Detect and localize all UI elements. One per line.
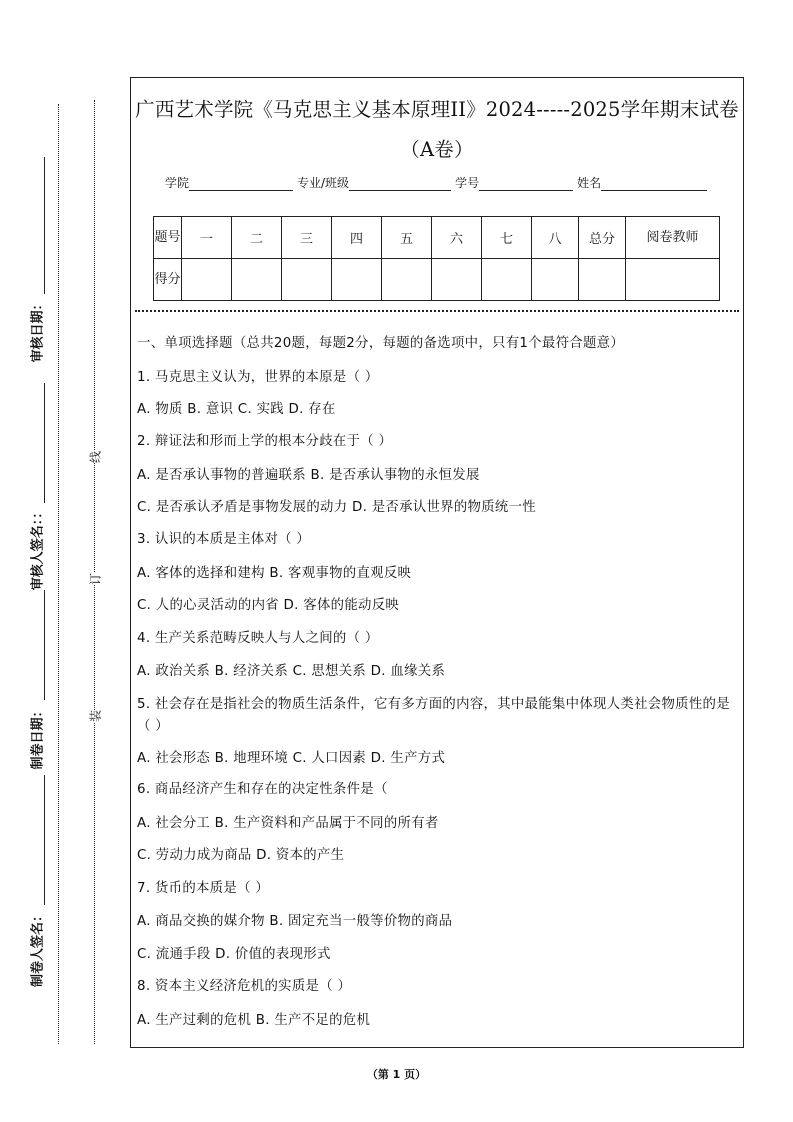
question-2-options-cd: C. 是否承认矛盾是事物发展的动力 D. 是否承认世界的物质统一性	[137, 500, 536, 515]
major-field[interactable]	[349, 176, 451, 191]
college-label: 学院	[165, 176, 190, 190]
question-7-options-cd: C. 流通手段 D. 价值的表现形式	[137, 947, 331, 962]
col-3: 三	[282, 217, 332, 259]
college-field[interactable]	[189, 176, 293, 191]
col-7: 七	[482, 217, 532, 259]
question-4-options: A. 政治关系 B. 经济关系 C. 思想关系 D. 血缘关系	[137, 664, 446, 679]
col-grader: 阅卷教师	[626, 217, 720, 259]
page-number: （第 1 页）	[366, 1068, 427, 1081]
name-label: 姓名	[577, 176, 602, 190]
question-2-options-ab: A. 是否承认事物的普遍联系 B. 是否承认事物的永恒发展	[137, 468, 480, 483]
score-row-header: 得分	[154, 259, 182, 301]
question-2-stem: 2. 辩证法和形而上学的根本分歧在于（ ）	[137, 434, 393, 449]
col-5: 五	[382, 217, 432, 259]
question-3-options-cd: C. 人的心灵活动的内省 D. 客体的能动反映	[137, 598, 400, 613]
score-cell[interactable]	[282, 259, 332, 301]
reviewer-date-line	[44, 157, 45, 294]
score-cell[interactable]	[432, 259, 482, 301]
question-1-options: A. 物质 B. 意识 C. 实践 D. 存在	[137, 402, 336, 417]
question-7-stem: 7. 货币的本质是（ ）	[137, 881, 270, 896]
question-7-options-ab: A. 商品交换的媒介物 B. 固定充当一般等价物的商品	[137, 914, 453, 929]
name-field[interactable]	[601, 176, 707, 191]
student-id-label: 学号	[455, 176, 480, 190]
section-separator	[135, 310, 739, 312]
question-6-options-ab: A. 社会分工 B. 生产资料和产品属于不同的所有者	[137, 816, 439, 831]
question-number-header: 题号	[154, 217, 182, 259]
question-6-options-cd: C. 劳动力成为商品 D. 资本的产生	[137, 848, 345, 863]
exam-title: 广西艺术学院《马克思主义基本原理II》2024-----2025学年期末试卷（A卷）	[135, 98, 739, 161]
col-1: 一	[182, 217, 232, 259]
col-2: 二	[232, 217, 282, 259]
maker-sign-line	[44, 775, 45, 905]
reviewer-sign-line	[44, 383, 45, 503]
student-id-field[interactable]	[479, 176, 573, 191]
score-cell[interactable]	[182, 259, 232, 301]
binding-line-char: 线	[85, 451, 106, 463]
major-label: 专业/班级	[297, 176, 350, 190]
question-3-stem: 3. 认识的本质是主体对（ ）	[137, 532, 311, 547]
student-info-row	[165, 174, 711, 191]
question-4-stem: 4. 生产关系范畴反映人与人之间的（ ）	[137, 631, 379, 646]
score-cell[interactable]	[579, 259, 626, 301]
grader-cell[interactable]	[626, 259, 720, 301]
col-4: 四	[332, 217, 382, 259]
col-6: 六	[432, 217, 482, 259]
exam-frame	[130, 77, 744, 1048]
question-6-stem: 6. 商品经济产生和存在的决定性条件是（	[137, 782, 388, 797]
binding-fold-char: 装	[85, 710, 106, 722]
score-cell[interactable]	[232, 259, 282, 301]
col-total: 总分	[579, 217, 626, 259]
maker-date-line	[44, 590, 45, 700]
question-8-options: A. 生产过剩的危机 B. 生产不足的危机	[137, 1013, 371, 1028]
score-table	[153, 216, 720, 301]
question-5-stem: 5. 社会存在是指社会的物质生活条件，它有多方面的内容，其中最能集中体现人类社会物质性的是（ ）	[137, 697, 730, 734]
score-table-header-row	[154, 217, 720, 259]
question-3-options-ab: A. 客体的选择和建构 B. 客观事物的直观反映	[137, 566, 412, 581]
score-cell[interactable]	[482, 259, 532, 301]
section-heading: 一、单项选择题（总共20题，每题2分，每题的备选项中，只有1个最符合题意）	[137, 336, 625, 351]
binding-staple-char: 订	[85, 573, 106, 585]
col-8: 八	[532, 217, 579, 259]
dotted-line-outer	[58, 104, 59, 1044]
score-cell[interactable]	[382, 259, 432, 301]
question-5-options: A. 社会形态 B. 地理环境 C. 人口因素 D. 生产方式	[137, 751, 446, 766]
score-table-score-row	[154, 259, 720, 301]
score-cell[interactable]	[532, 259, 579, 301]
question-8-stem: 8. 资本主义经济危机的实质是（ ）	[137, 979, 352, 994]
question-1-stem: 1. 马克思主义认为，世界的本原是（ ）	[137, 370, 379, 385]
score-cell[interactable]	[332, 259, 382, 301]
